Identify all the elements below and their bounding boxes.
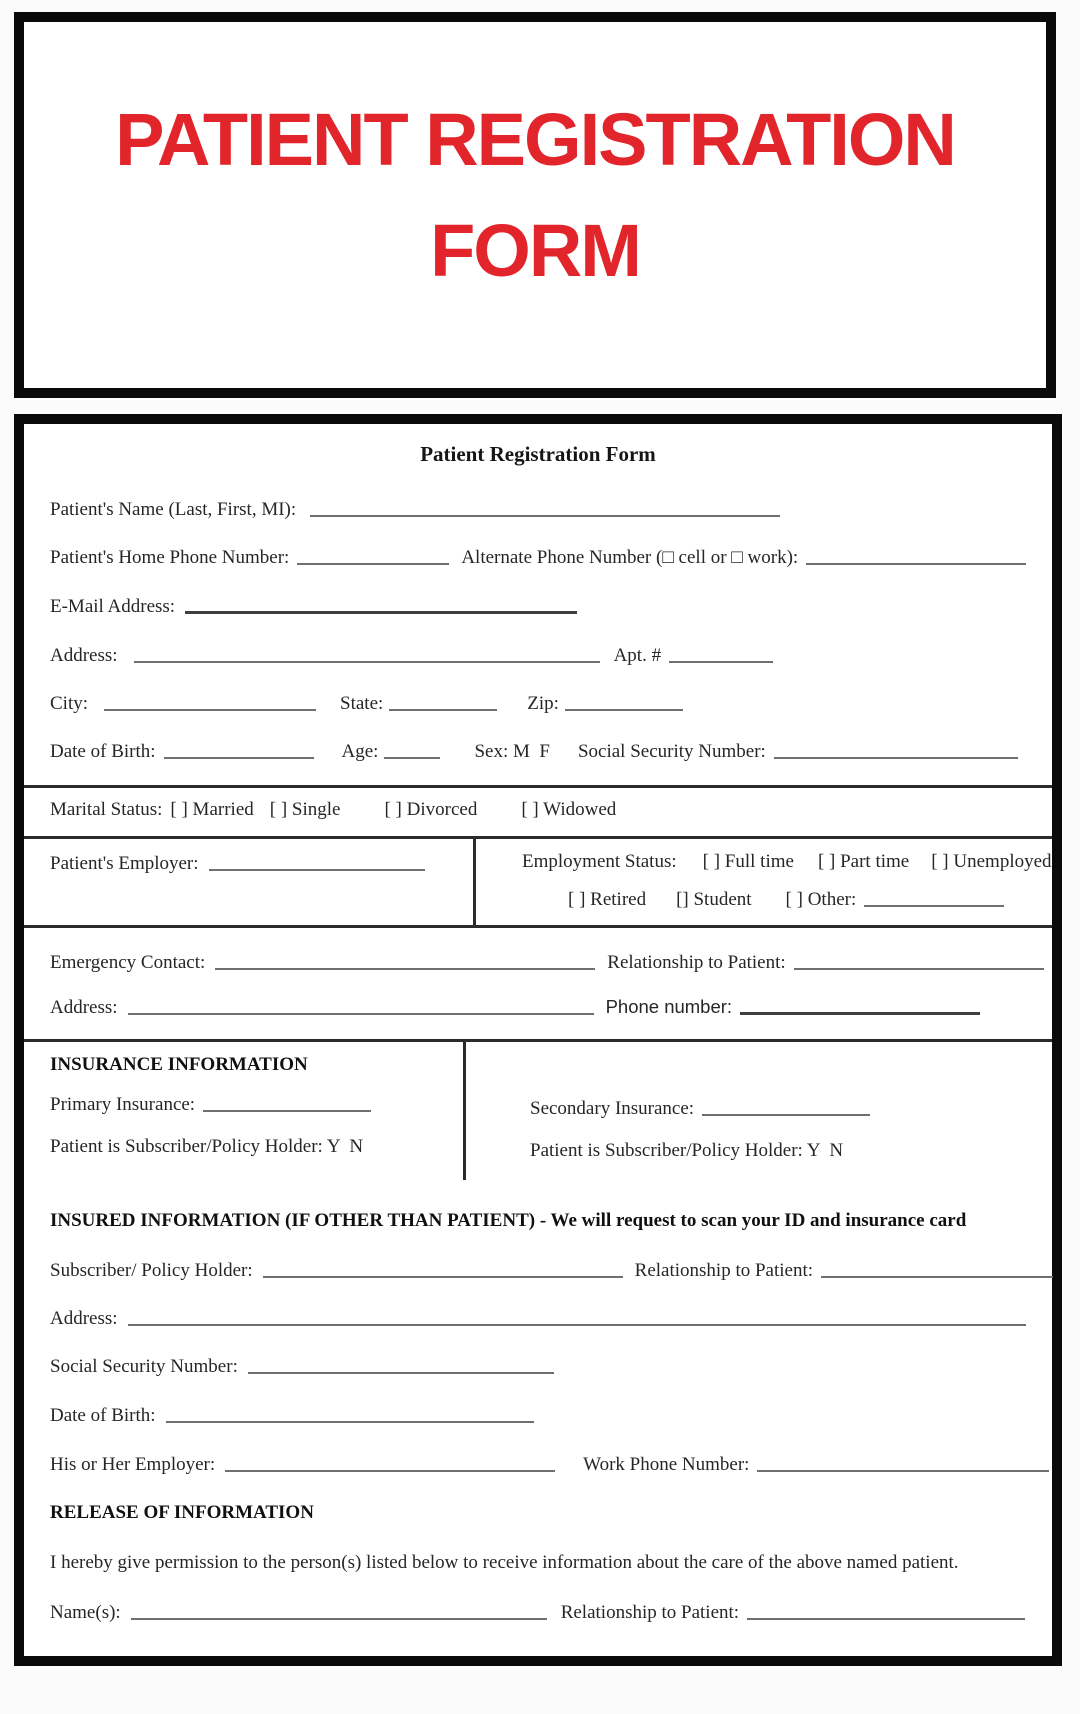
release-permission-text: I hereby give permission to the person(s) listed below to receive information about the care of the above named patient. — [50, 1552, 959, 1573]
registration-form — [14, 414, 1062, 1666]
ssn-field[interactable] — [774, 756, 1018, 759]
email-label: E-Mail Address: — [50, 596, 176, 617]
zip-label: Zip: — [527, 693, 559, 714]
patient-name-label: Patient's Name (Last, First, MI): — [50, 499, 297, 520]
insured-employer-row — [50, 1454, 1026, 1476]
section-divider — [24, 925, 1052, 928]
insured-address-field[interactable] — [128, 1323, 1026, 1326]
employment-option-other[interactable]: [ ] Other: — [785, 889, 857, 910]
emergency-phone-field[interactable] — [740, 1011, 980, 1015]
insured-ssn-row — [50, 1356, 1026, 1378]
dob-label: Date of Birth: — [50, 741, 156, 762]
insured-heading: INSURED INFORMATION (IF OTHER THAN PATIENT) - We will request to scan your ID and insurance card — [50, 1210, 967, 1231]
apt-label: Apt. # — [613, 645, 662, 666]
insured-dob-row — [50, 1405, 1026, 1427]
insured-employer-label: His or Her Employer: — [50, 1454, 216, 1475]
alt-phone-field[interactable] — [806, 562, 1026, 565]
release-names-row — [50, 1602, 1026, 1624]
address-label: Address: — [50, 645, 118, 666]
emergency-contact-label: Emergency Contact: — [50, 952, 206, 973]
release-heading: RELEASE OF INFORMATION — [50, 1502, 314, 1523]
address-field[interactable] — [134, 660, 600, 663]
dob-age-sex-ssn-row — [50, 741, 1026, 763]
ssn-label: Social Security Number: — [577, 741, 766, 762]
release-relationship-label: Relationship to Patient: — [560, 1602, 740, 1623]
city-label: City: — [50, 693, 89, 714]
insured-ssn-label: Social Security Number: — [50, 1356, 238, 1377]
insured-ssn-field[interactable] — [248, 1371, 554, 1374]
employment-option-full-time[interactable]: [ ] Full time — [702, 851, 794, 872]
email-row — [50, 596, 1026, 618]
city-state-zip-row — [50, 693, 1026, 715]
marital-status-label: Marital Status: — [50, 799, 163, 820]
home-phone-label: Patient's Home Phone Number: — [50, 547, 290, 568]
employment-option-retired[interactable]: [ ] Retired — [568, 889, 647, 910]
employment-option-part-time[interactable]: [ ] Part time — [817, 851, 910, 872]
home-phone-field[interactable] — [297, 562, 449, 565]
primary-insurance-label: Primary Insurance: — [50, 1094, 196, 1115]
sex-options[interactable]: Sex: M F — [474, 741, 550, 762]
banner-title-line1: PATIENT REGISTRATION — [115, 98, 955, 181]
city-field[interactable] — [104, 708, 316, 711]
banner-title-line2: FORM — [430, 209, 640, 292]
patient-name-field[interactable] — [310, 514, 780, 517]
subscriber-row — [50, 1260, 1026, 1282]
marital-option-widowed[interactable]: [ ] Widowed — [521, 799, 617, 820]
insured-heading-row — [50, 1210, 1026, 1232]
insurance-section — [24, 1042, 1052, 1180]
phone-numbers-row — [50, 547, 1026, 569]
alt-phone-label: Alternate Phone Number (□ cell or □ work): — [461, 547, 799, 568]
age-label: Age: — [341, 741, 379, 762]
insurance-heading: INSURANCE INFORMATION — [50, 1054, 308, 1075]
banner-title — [24, 84, 1046, 306]
employment-status-label: Employment Status: — [522, 851, 677, 872]
names-label: Name(s): — [50, 1602, 121, 1623]
employment-option-unemployed[interactable]: [ ] Unemployed — [931, 851, 1052, 872]
patient-employer-label: Patient's Employer: — [50, 853, 199, 874]
emergency-address-row — [50, 996, 1026, 1019]
patient-name-row — [50, 499, 1026, 521]
insured-dob-field[interactable] — [166, 1420, 534, 1423]
release-text-row — [50, 1552, 1026, 1574]
apt-field[interactable] — [669, 660, 773, 663]
emergency-address-field[interactable] — [128, 1012, 594, 1015]
secondary-insurance-field[interactable] — [702, 1113, 870, 1116]
employment-section — [24, 839, 1052, 925]
employment-other-field[interactable] — [864, 904, 1004, 907]
marital-status-row — [50, 799, 1026, 821]
zip-field[interactable] — [565, 708, 683, 711]
section-divider — [24, 785, 1052, 788]
insured-employer-field[interactable] — [225, 1469, 555, 1472]
employment-status-cell — [476, 839, 1052, 925]
form-title: Patient Registration Form — [420, 442, 656, 466]
subscriber-label: Subscriber/ Policy Holder: — [50, 1260, 253, 1281]
secondary-insurance-label: Secondary Insurance: — [530, 1098, 695, 1119]
emergency-contact-field[interactable] — [215, 967, 595, 970]
emergency-phone-label: Phone number: — [605, 996, 733, 1017]
patient-registration-banner — [14, 12, 1056, 398]
secondary-insurance-cell — [466, 1042, 1052, 1180]
insured-relationship-field[interactable] — [821, 1275, 1053, 1278]
age-field[interactable] — [384, 756, 440, 759]
emergency-contact-row — [50, 952, 1026, 974]
marital-option-divorced[interactable]: [ ] Divorced — [384, 799, 478, 820]
patient-employer-cell — [24, 839, 476, 925]
state-field[interactable] — [389, 708, 497, 711]
emergency-relationship-label: Relationship to Patient: — [607, 952, 786, 973]
emergency-relationship-field[interactable] — [794, 967, 1044, 970]
release-heading-row — [50, 1502, 1026, 1524]
names-field[interactable] — [131, 1617, 547, 1620]
insured-relationship-label: Relationship to Patient: — [634, 1260, 814, 1281]
marital-option-married[interactable]: [ ] Married — [170, 799, 254, 820]
work-phone-field[interactable] — [757, 1469, 1049, 1472]
dob-field[interactable] — [164, 756, 314, 759]
primary-insurance-field[interactable] — [203, 1109, 371, 1112]
subscriber-field[interactable] — [263, 1275, 623, 1278]
release-relationship-field[interactable] — [747, 1617, 1025, 1620]
primary-subscriber-yn[interactable]: Patient is Subscriber/Policy Holder: Y N — [50, 1136, 364, 1157]
insured-dob-label: Date of Birth: — [50, 1405, 156, 1426]
employment-option-student[interactable]: [] Student — [676, 889, 752, 910]
insured-address-row — [50, 1308, 1026, 1330]
emergency-address-label: Address: — [50, 997, 118, 1018]
patient-employer-field[interactable] — [209, 868, 425, 871]
primary-insurance-cell — [24, 1042, 466, 1180]
marital-option-single[interactable]: [ ] Single — [269, 799, 341, 820]
address-row — [50, 645, 1026, 667]
secondary-subscriber-yn[interactable]: Patient is Subscriber/Policy Holder: Y N — [530, 1140, 844, 1161]
state-label: State: — [340, 693, 384, 714]
work-phone-label: Work Phone Number: — [583, 1454, 750, 1475]
insured-address-label: Address: — [50, 1308, 118, 1329]
email-field[interactable] — [185, 610, 577, 614]
